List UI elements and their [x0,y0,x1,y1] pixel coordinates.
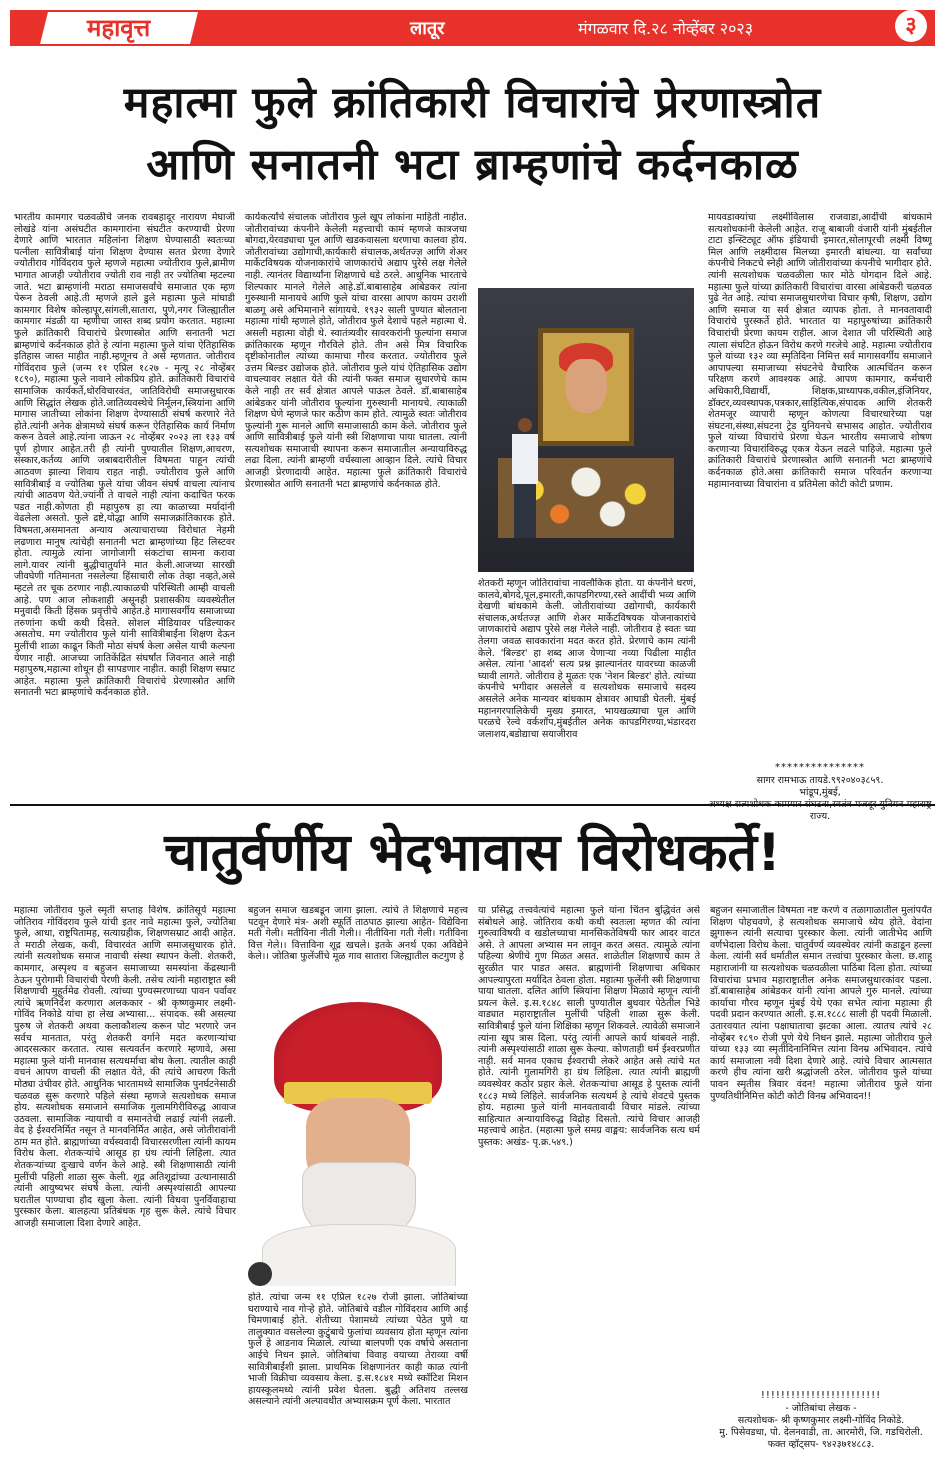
article2-sig-title: - जोतिबांचा लेखक - [785,1403,857,1414]
article1-stars: *************** [775,762,865,773]
article2-portrait-jyotiba-phule [248,986,466,1286]
article1-column-1-text: भारतीय कामगार चळवळीचे जनक रावबहादूर नारायण मेघाजी लोखंडे यांना असंघटीत कामगारांना संघटीत करण्याची प्रेरणा देणारे आणि भारतात महिलांना शिक्षण घेण्यासाठी स्वतःच्या पत्नीला सावित्रीबाई यांना शिक्षण देण्यास सतत प्रेरणा देणारे ज्योतीराव गोविंदराव फुले म्हणजे महात्मा ज्योतीराव फुले,ब्रामीण भागात आजही ज्योतीराव ज्योती राव नाही तर ज्योतिबा म्हटल्या जाते. भटा ब्राम्हणांनी मराठा समाजसर्वांचे समाजात एक म्हण पेरून ठेवली आहे.ती म्हणजे हाले डुले महात्मा फुले मांघाडी कामगार विशेष कोल्हापूर,सांगली,सातारा, पुणे,नगर जिल्ह्यातील कामगार मंडळी या म्हणीचा जास्त शब्द प्रयोग करतात. महात्मा फुले क्रांतिकारी विचारांचे प्रेरणास्त्रोत आणि सनातनी भटा ब्राम्हणांचे कर्दनकाळ होते हे त्यांना महात्मा फुले यांचा ऐतिहासिक इतिहास जास्त माहीत नाही.म्हणूनच ते असे म्हणतात. जोतीराव गोविंदराव फुले (जन्म ११ एप्रिल १८२७ - मृत्यू २८ नोव्हेंबर १८९०), महात्मा फुले नावाने लोकप्रिय होते. क्रांतिकारी विचारांचे सामाजिक कार्यकर्ते,धोरविचारवंत, जातिविरोधी समाजसुधारक आणि सिद्धांत लेखक होते.जातिव्यवस्थेचे निर्मूलन,स्त्रियांना आणि मागास जातीच्या लोकांना शिक्षण देण्यासाठी संघर्ष करणारे नेते होते.त्यांनी अनेक क्षेत्रामध्ये संघर्ष करून ऐतिहासिक कार्य निर्माण करून ठेवले आहे.त्यांना जाऊन २८ नोव्हेंबर २०२३ ला १३३ वर्ष पूर्ण होणार आहेत.तरी ही त्यांनी पुण्यातील शिक्षण,आचरण, संस्कार,कर्तव्य आणि जबाबदारीतील विषमता पाहून त्यांची आठवण झाल्या शिवाय राहत नाही. ज्योतीराव फुले आणि सावित्रीबाई व ज्योतिबा फुले यांचा जीवन संघर्ष वाचला त्यांनाच त्यांची आठवण येते.ज्यांनी ते वाचले नाही त्यांना कदाचित फरक पडत नाही.कोणता ही महापुरुष हा त्या काळाच्या मर्यादांनी वेढलेला असतो. फुले द्रष्टे,योद्धा आणि समाजक्रांतिकारक होते. विषमता,असमानता अन्याय अत्याचाराच्या विरोधात नेहमी लढणारा मानुष त्यांचेही सनातनी भटा ब्राम्हणांच्या हिट लिस्टवर होता. त्यामुळे त्यांना जागोजागी संकटांचा सामना करावा लागे.यावर त्यांनी बुद्धीचातुर्याने मात केली.आजच्या सारखी जीवघेणी गतिमानता नसलेल्या हिंसाचारी लोक तेव्हा नव्हते,असे म्हटले तर चूक ठरणार नाही.त्याकाळची परिस्थिती आम्ही वाचली आहे. पण आज लोकशाही असूनही प्रशासकीय व्यवस्थेतील मनुवादी किती हिंसक प्रवृत्तीचे आहेत.हे मागासवर्गीय समाजाच्या तरुणांना कधी कधी दिसते. सोशल मीडियावर पडिल्याकर असतोच. मग ज्योतीराव फुले यांनी सावित्रीबाईंना शिक्षण देऊन मुलींची शाळा काढून किती मोठा संघर्ष केला असेल याची कल्पना येणार नाही. आजच्या जातिकेंद्रित संघर्षांत जिवनात आले नाही महापुरुष,महात्मा शोधून ही सापडणार नाहीत. काही शिक्षण सम्राट आहेत. महात्मा फुले क्रांतिकारी विचारांचे प्रेरणास्त्रोत आणि सनातनी भटा ब्राम्हणांचे कर्दनकाळ होते. [14,212,235,699]
portrait-face [565,359,607,413]
article2-headline: चातुर्वर्णीय भेदभावास विरोधकर्ते! [164,823,781,883]
article1-column-4-text: मायवडाक्यांचा लक्ष्मीविलास राजवाडा,आर्दीची बांधकामे सत्यशोधकांनी केलेली आहेत. राजू बाबाजी वंजारी यांनी मुंबईतील टाटा इन्स्टिट्यूट ऑफ इंडियाची इमारत,सोलापूरची लक्ष्मी विष्णू मिल आणि लक्ष्मीदास मिलच्या इमारती बांधल्या. या सर्वांच्या कंपनीचे निकटचे स्नेही आणि जोतीरावांच्या कंपनीचे भागीदार होते. त्यांनी सत्यशोधक चळवळीला फार मोठे योगदान दिले आहे. महात्मा फुले यांच्या क्रांतिकारी विचारांचा वारसा आंबेडकरी चळवळ पुढे नेत आहे. त्यांचा समाजसुधारणेचा विचार कृषी, शिक्षण, उद्योग आणि समाज या सर्व क्षेत्रात व्यापक होता. ते मानवतावादी विचारांचे पुरस्कर्ते होते. भारतात या महापुरुषांच्या क्रांतिकारी विचारांची प्रेरणा कायम राहील. आज देशात जी परिस्थिती आहे त्याला संघटित होऊन विरोध करणे गरजेचे आहे. महात्मा ज्योतीराव फुले यांच्या १३२ व्या स्मृतिदिना निमित्त सर्व मागासवर्गीय समाजाने आपापल्या समाजाच्या संघटनेचे वैचारिक आत्मचिंतन करून परिक्षण करणे आवश्यक आहे. आपण कामगार, कर्मचारी अधिकारी,विद्यार्थी, शिक्षक,प्राध्यापक,वकील,इंजिनियर, डॉक्टर,व्यवस्थापक,पत्रकार,साहित्यिक,संपादक आणि शेतकरी शेतमजूर व्यापारी म्हणून कोणत्या विचारधारेच्या पक्ष संघटना,संस्था,संघटना ट्रेड युनियनचे सभासद आहोत. ज्योतीराव फुले यांच्या विचारांचे प्रेरणा घेऊन भारतीय समाजाचे शोषण करणाऱ्या विचारांविरुद्ध एकत्र येऊन लढले पाहिजे. महात्मा फुले क्रांतिकारी विचारांचे प्रेरणास्त्रोत आणि सनातनी भटा ब्राम्हणांचे कर्दनकाळ होते.असा क्रांतिकारी समाज परिवर्तन करणाऱ्या महामानवाच्या विचारांना व प्रतिमेला कोटी कोटी प्रणाम. [708,212,932,490]
portrait-frame [538,328,634,446]
page-number: ३ [895,10,927,42]
brand-logo: महावृत्त [40,12,198,44]
person-legs [514,484,536,538]
article1-photo-tribute [478,288,694,572]
article1-column-3-text: शेतकरी म्हणून जोतिरावांचा नावलौकिक होता. या कंपनीने धरणं, कालवे,बोगदे,पूल,इमारती,कापडगिरण्या,रस्ते आदींची भव्य आणि देखणी बांधकामे केली. जोतीरावांच्या उद्योगाची, कार्यकारी संचालक,अर्थतज्ज्ञ आणि शेअर मार्केटविषयक योजनाकारांचे जाणकारांचे अद्याप पुरेसे लक्ष गेलेले नाही. जोतीराव हे स्वतः च्या तेलगा जवळ सावकारांना मदत करत होते. प्रेरणाचे काम त्यांनी केले. 'बिल्डर' हा शब्द आज येणाऱ्या नव्या पिढीला माहीत असेल. त्यांना 'आदर्श' सत्य प्रश्न झाल्यानंतर यावरच्या काळजी घ्यावी लागते. जोतीराव हे मूळतः एक 'नेशन बिल्डर' होते. त्यांच्या कंपनीचे भगीदार असलेले व सत्यशोधक समाजाचे सदस्य असलेले अनेक मान्यवर बांधकाम क्षेत्रावर आघाडी घेतली. मुंबई महानगरपालिकेची मुख्य इमारत, भायखळ्याचा पूल आणि परळचे रेल्वे वर्कशॉप,मुंबईतील अनेक कापडगिरण्या,भंडारदरा जलाशय,बडोद्याचा सयाजीराव [478,578,696,740]
portrait-shirt [262,1224,456,1286]
section-divider [10,804,935,806]
article1-headline [20,72,925,196]
article2-signature [710,1386,932,1451]
article2-column-2-bottom [248,1292,468,1475]
article2-sig-line2: मु. पिसेवडधा, पो. देलनवाडी, ता. आरमोरी, जि. गडचिरोली. [719,1427,923,1438]
article2-column-4-text: बहुजन समाजातील विषमता नष्ट करणे व तळागाळातील मुलांपर्यंत शिक्षण पोहचवणे, हे सत्यशोधक समाजाचे ध्येय होते. वेदांना झुगारून त्यांनी सत्याचा पुरस्कार केला. त्यांनी जातीभेद आणि वर्णभेदाला विरोध केला. चातुर्वर्ण्य व्यवस्थेवर त्यांनी कडाडून हल्ला केला. त्यांनी सर्व धर्मातील समान तत्त्वांचा पुरस्कार केला. छ.शाहू महाराजांनी या सत्यशोधक चळवळीला पाठिंबा दिला होता. त्यांच्या विचारांचा प्रभाव महाराष्ट्रातील अनेक समाजसुधारकांवर पडला. डॉ.बाबासाहेब आंबेडकर यांनी त्यांना आपले गुरु मानले. त्यांच्या कार्याचा गौरव म्हणून मुंबई येथे एका सभेत त्यांना महात्मा ही पदवी प्रदान करण्यात आली. इ.स.१८८८ साली ही पदवी मिळाली. उतारवयात त्यांना पक्षाघाताचा झटका आला. त्यातच त्यांचे २८ नोव्हेंबर १८९० रोजी पुणे येथे निधन झाले. महात्मा जोतीराव फुले यांच्या १३३ व्या स्मृतीदिनानिमित्त त्यांना विनम्र अभिवादन. त्यांचे कार्य समाजाला नवी दिशा देणारे आहे. त्यांचे विचार आत्मसात करणे हीच त्यांना खरी श्रद्धांजली ठरेल. जोतीराव फुले यांच्या पावन स्मृतीस त्रिवार वंदन! महात्मा जोतीराव फुले यांना पुण्यतिथीनिमित्त कोटी कोटी विनम्र अभिवादन!! [710,905,932,1102]
person-shirt [512,434,538,484]
article1-author-line3: राज्य. [809,811,831,822]
article2-sig-line1: सत्यशोधक- श्री कृष्णकुमार लक्ष्मी-गोविंद निकोडे. [737,1415,905,1426]
article2-column-3-text: या प्रसिद्ध तत्त्ववेत्यांचे महात्मा फुले यांना चिंतन बुद्धिवंत असे संबोधले आहे. जोतिराव कधी कधी स्वतःला म्हणत की त्यांना गुरुत्वाविषयी व खडोलच्याचा मानसिकतेविषयी फार आदर वाटत असे. ते आपला अभ्यास मन लावून करत असत. त्यामुळे त्यांना पहिल्या श्रेणीचे गुण मिळत असत. शाळेतील शिक्षणाचे काम ते सुरळीत पार पाडत असत. ब्राह्मणांनी शिक्षणाचा अधिकार आपल्यापुरता मर्यादित ठेवला होता. महात्मा फुलेंनी स्त्री शिक्षणाचा पाया घातला. दलित आणि स्त्रियांना शिक्षण मिळावे म्हणून त्यांनी प्रयत्न केले. इ.स.१८४८ साली पुण्यातील बुधवार पेठेतील भिडे वाड्यात महाराष्ट्रातील मुलींची पहिली शाळा सुरू केली. सावित्रीबाई फुले यांना शिक्षिका म्हणून शिकवले. त्यावेळी समाजाने त्यांना खूप त्रास दिला. परंतु त्यांनी आपले कार्य थांबवले नाही. त्यांनी अस्पृश्यांसाठी शाळा सुरू केल्या. कोणताही धर्म ईश्वरप्रणीत नाही. सर्व मानव एकाच ईश्वराची लेकरे आहेत असे त्यांचे मत होते. त्यांनी गुलामगिरी हा ग्रंथ लिहिला. त्यात त्यांनी ब्राह्मणी व्यवस्थेवर कठोर प्रहार केले. शेतकऱ्यांचा आसूड हे पुस्तक त्यांनी १८८३ मध्ये लिहिले. सार्वजनिक सत्यधर्म हे त्यांचे शेवटचे पुस्तक होय. महात्मा फुले यांनी मानवतावादी विचार मांडले. त्यांच्या साहित्यात अन्यायाविरुद्ध विद्रोह दिसतो. त्यांचे विचार आजही महत्त्वाचे आहेत. (महात्मा फुले समग्र वाङ्मय: सार्वजनिक सत्य धर्म पुस्तक: अखंड- पृ.क्र.५४९.) [478,905,700,1148]
article2-column-2-top-text: बहुजन समाज खडबडून जागा झाला. त्यांचे ते शिक्षणाचे महत्त्व पटवून देणारे मंत्र- अशी स्फूर्ति ताठपाठ झाल्या आहेत- विद्येविना मती गेली। मतीविना नीती गेली।। नीतीविना गती गेली। गतीविना वित्त गेले।। वित्ताविना शूद्र खचले। इतके अनर्थ एका अविद्येने केले।। जोतिबा फुलेंजींचे मूळ गाव सातारा जिल्ह्यातील कटगुण हे [248,905,468,963]
article1-column-2-text: कार्यकर्त्यांचे संचालक जोतीराव फुले खूप लोकांना माहिती नाहीत. जोतीरावांच्या कंपनीने केलेली महत्त्वाची कामं म्हणजे कात्रजचा बोगदा,येरवड्याचा पूल आणि खडकवासला धरणाचा कालवा होय. जोतीरावांच्या उद्योगाची,कार्यकारी संचालक,अर्थतज्ज्ञ आणि शेअर मार्केटविषयक योजनाकारांचे जाणकारांचे अद्याप पुरेसे लक्ष गेलेले नाही. त्यानंतर विद्यार्थ्यांना शिक्षणाचे धडे ठरले. आधुनिक भारताचे शिल्पकार मानले गेलेले आहे.डॉ.बाबासाहेब आंबेडकर त्यांना गुरुस्थानी मानायचे आणि फुले यांचा वारसा आपण कायम उराशी बाळगू असे अभिमानाने सांगायचे. १९३२ साली पुण्यात बोलताना महात्मा गांधी म्हणाले होते, जोतीराव फुले देशाचे पहले महात्मा थे. असली महात्मा वोही थे. स्वातंत्र्यवीर सावरकरांनी फुल्यांना समाज क्रांतिकारक म्हणून गौरविले होते. तीन असे मित्र विचारिक दृष्टीकोनातील त्यांच्या कामाचा गौरव करतात. ज्योतीराव फुले उत्तम बिल्डर उद्योजक होते. जोतीराव फुले यांचं ऐतिहासिक उद्योग वाचल्यावर लक्षात येते की त्यांनी फक्त समाज सुधारणेचे काम केले नाही तर सर्व क्षेत्रात आपले पाऊल ठेवले. डॉ.बाबासाहेब आंबेडकर यांनी जोतीराव फुल्यांना गुरुस्थानी मानायचे. त्याकाळी शिक्षण घेणे म्हणजे फार कठीण काम होते. त्यामुळे स्वतः जोतीराव फुल्यांनी गुरू मानले आणि समाजासाठी काम केले. जोतीराव फुले आणि सावित्रीबाई फुले यांनी स्त्री शिक्षणाचा पाया घातला. त्यांनी सत्यशोधक समाजाची स्थापना करून समाजातील अन्यायाविरुद्ध लढा दिला. त्यांनी ब्राम्हणी वर्चस्वाला आव्हान दिले. त्यांचे विचार आजही प्रेरणादायी आहेत. महात्मा फुले क्रांतिकारी विचारांचे प्रेरणास्त्रोत आणि सनातनी भटा ब्राम्हणांचे कर्दनकाळ होते. [245,212,467,490]
edition-city: लातूर [410,18,445,39]
article1-column-3 [478,578,696,802]
article2-column-3 [478,905,700,1475]
article2-column-1 [14,905,236,1475]
person-head [518,418,532,432]
article1-headline-line2: आणि सनातनी भटा ब्राम्हणांचे कर्दनकाळ [146,140,799,190]
article2-column-1-text: महात्मा जोतीराव फुले स्मृती सप्ताह विशेष. क्रांतिसूर्य महात्मा जोतिराव गोविंदराव फुले यांची इतर नावे महात्मा फुले, ज्योतिबा फुले, आधा, राष्ट्रपितामह, सत्याग्रहीक, शिक्षणसम्राट आदी आहेत. ते मराठी लेखक, कवी, विचारवंत आणि समाजसुधारक होते. त्यांनी सत्यशोधक समाज नावाची संस्था स्थापन केली. शेतकरी, कामगार, अस्पृश्य व बहुजन समाजाच्या समस्यांना केंद्रस्थानी ठेऊन पुरोगामी विचारांची पेरणी केली. तसेच त्यांनी महाराष्ट्रात स्त्री शिक्षणाची मुहूर्तमेढ रोवली. त्यांच्या पुण्यस्मरणाच्या पावन पर्वावर त्यांचे ऋणनिर्देश करणारा अलककार - श्री कृष्णकुमार लक्ष्मी-गोविंद निकोडे यांचा हा लेख अभ्यासा... संपादक. स्त्री असल्या पुरुष जे शेतकरी अथवा कलाकौशल्य करून पोट भरणारे जन सर्वच मानतात, परंतु शेतकरी वर्गाने मदत करणाऱ्यांचा आदरसत्कार करतात. त्यास सत्यवर्तन करणारे म्हणावे, असा महात्मा फुले यांनी मानवास सत्यधर्माचा बोध केला. त्यातील काही वचनं आपण वाचली की लक्षात येते, की त्यांचे आचरण किती मोठ्या उंचीवर होते. आधुनिक भारतामध्ये सामाजिक पुनर्घटनेसाठी चळवळ सुरू करणारे पहिले संस्था म्हणजे सत्यशोधक समाज होय. सत्यशोधक समाजाने समाजिक गुलामगिरीविरुद्ध आवाज उठवला. सामाजिक न्यायाची व समानतेची लढाई त्यांनी लढली. वेद हे ईश्वरनिर्मित नसून ते मानवनिर्मित आहेत, असे जोतीरावांनी ठाम मत होते. ब्राह्मणांच्या वर्चस्ववादी विचारसरणीला त्यांनी कायम विरोध केला. शेतकऱ्यांचे आसूड हा ग्रंथ त्यांनी लिहिला. त्यात शेतकऱ्यांच्या दुःखाचे वर्णन केले आहे. स्त्री शिक्षणासाठी त्यांनी मुलींची पहिली शाळा सुरू केली. शूद्र अतिशूद्रांच्या उत्थानासाठी त्यांनी आयुष्यभर संघर्ष केला. त्यांनी अस्पृश्यांसाठी आपल्या घरातील पाण्याचा हौद खुला केला. त्यांनी विधवा पुनर्विवाहाचा पुरस्कार केला. बालहत्या प्रतिबंधक गृह सुरू केले. त्यांचे विचार आजही समाजाला दिशा देणारे आहेत. [14,905,236,1230]
article1-author-line1: सागर रामभाऊ तायडे.९९२०४०३८५९. [756,775,884,786]
masthead [10,10,935,46]
article1-author-line2: भांडूप,मुंबई, [799,787,841,798]
portrait-corner-badge [248,1262,272,1286]
article1-headline-line1: महात्मा फुले क्रांतिकारी विचारांचे प्रेरणास्त्रोत [123,78,822,128]
article1-column-2 [245,212,467,802]
article2-sig-line3: फक्त व्हॉट्सप- ९४२३७१४८८३. [767,1439,875,1450]
article2-exclaims: !!!!!!!!!!!!!!!!!!!!!!!! [760,1390,882,1401]
article2-column-2-top [248,905,468,985]
article1-column-4 [708,212,932,757]
issue-date: मंगळवार दि.२८ नोव्हेंबर २०२३ [578,19,754,38]
article2-column-4 [710,905,932,1383]
article2-column-2-bottom-text: होते. त्यांचा जन्म ११ एप्रिल १८२७ रोजी झाला. जोतिबांच्या घराण्याचे नाव गोऱ्हे होते. जोतिबांचे वडील गोविंदराव आणि आई चिमणाबाई होते. शेतीच्या पेशामध्ये त्यांच्या पेठेत पुणे या तालुक्यात वसलेल्या कुटुंबाचे फुलांचा व्यवसाय होता म्हणून त्यांना फुले हे आडनाव मिळाले. त्यांच्या बालपणी एक वर्षाचे असताना आईचे निधन झाले. जोतिबांचा विवाह वयाच्या तेराव्या वर्षी सावित्रीबाईंशी झाला. प्राथमिक शिक्षणानंतर काही काळ त्यांनी भाजी विक्रीचा व्यवसाय केला. इ.स.१८४१ मध्ये स्कॉटिश मिशन हायस्कूलमध्ये त्यांनी प्रवेश घेतला. बुद्धी अतिशय तल्लख असल्याने त्यांनी अल्पावधीत अभ्यासक्रम पूर्ण केला. भारतात [248,1292,468,1408]
standing-person [512,418,538,538]
article1-column-1 [14,212,235,802]
